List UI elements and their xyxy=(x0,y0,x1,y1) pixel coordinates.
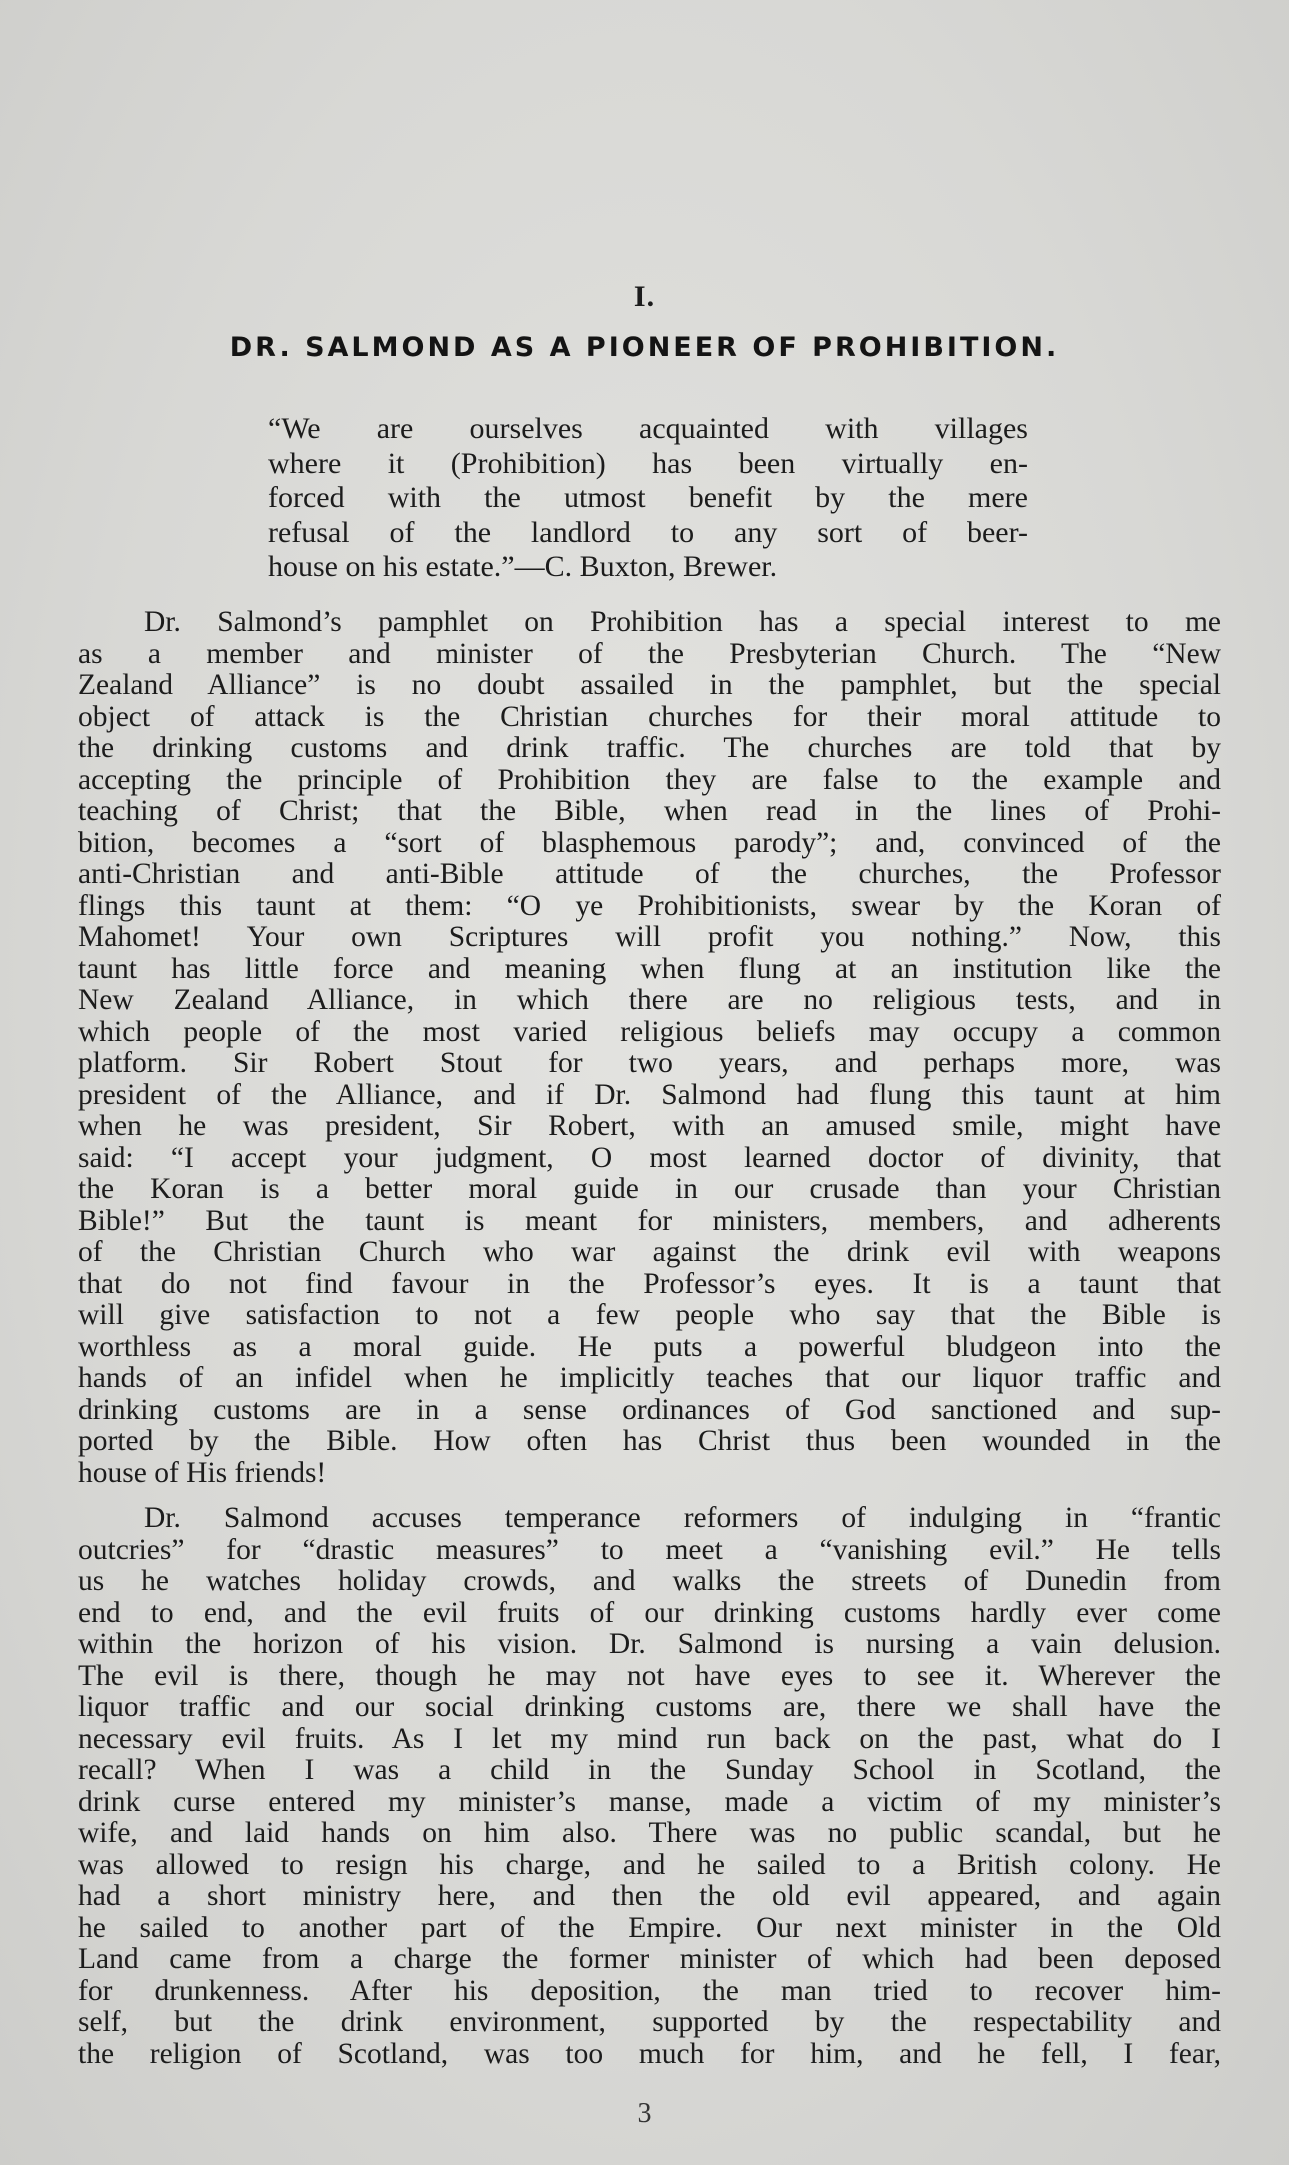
chapter-title: DR. SALMOND AS A PIONEER OF PROHIBITION. xyxy=(229,332,1060,363)
epigraph xyxy=(268,412,1028,585)
paragraph-line: self, but the drink environment, supported by the respectability and xyxy=(78,2006,1221,2038)
paragraph-line: Mahomet! Your own Scriptures will profit you nothing.” Now, this xyxy=(78,921,1221,953)
paragraph-line: Dr. Salmond’s pamphlet on Prohibition has a special interest to me xyxy=(144,606,1221,638)
epigraph-line: forced with the utmost benefit by the mere xyxy=(268,481,1028,514)
chapter-number: I. xyxy=(633,280,656,313)
paragraph-line: drinking customs are in a sense ordinances of God sanctioned and sup- xyxy=(78,1393,1221,1426)
paragraph-1 xyxy=(78,607,1221,1489)
paragraph-line: the religion of Scotland, was too much for him, and he fell, I fear, xyxy=(78,2037,1221,2070)
epigraph-line: refusal of the landlord to any sort of beer- xyxy=(268,515,1028,549)
paragraph-line: Dr. Salmond accuses temperance reformers of indulging in “frantic xyxy=(144,1502,1221,1534)
paragraph-line: recall? When I was a child in the Sunday School in Scotland, the xyxy=(78,1754,1221,1786)
paragraph-line: Zealand Alliance” is no doubt assailed in the pamphlet, but the special xyxy=(78,669,1221,701)
paragraph-line: said: “I accept your judgment, O most learned doctor of divinity, that xyxy=(78,1141,1221,1174)
paragraph-line: was allowed to resign his charge, and he sailed to a British colony. He xyxy=(78,1848,1221,1881)
page-number: 3 xyxy=(637,2098,652,2129)
paragraph-line: wife, and laid hands on him also. There was no public scandal, but he xyxy=(78,1817,1221,1849)
paragraph-line: house of His friends! xyxy=(78,1456,327,1489)
paragraph-line: end to end, and the evil fruits of our drinking customs hardly ever come xyxy=(78,1596,1221,1629)
paragraph-line: Land came from a charge the former minister of which had been deposed xyxy=(78,1943,1221,1975)
paragraph-line: Bible!” But the taunt is meant for ministers, members, and adherents xyxy=(78,1204,1221,1237)
paragraph-line: drink curse entered my minister’s manse, made a victim of my minister’s xyxy=(78,1785,1221,1818)
paragraph-line: will give satisfaction to not a few people who say that the Bible is xyxy=(78,1299,1221,1331)
paragraph-line: as a member and minister of the Presbyterian Church. The “New xyxy=(78,637,1221,670)
paragraph-line: accepting the principle of Prohibition they are false to the example and xyxy=(78,763,1221,796)
body-text xyxy=(78,607,1221,2070)
epigraph-line: house on his estate.”—C. Buxton, Brewer. xyxy=(268,550,778,583)
paragraph-line: outcries” for “drastic measures” to meet a “vanishing evil.” He tells xyxy=(78,1533,1221,1566)
paragraph-line: ported by the Bible. How often has Christ thus been wounded in the xyxy=(78,1425,1221,1457)
paragraph-line: hands of an infidel when he implicitly teaches that our liquor traffic and xyxy=(78,1362,1221,1394)
paragraph-line: that do not find favour in the Professor’s eyes. It is a taunt that xyxy=(78,1267,1221,1300)
paragraph-line: taunt has little force and meaning when flung at an institution like the xyxy=(78,952,1221,985)
paragraph-line: the Koran is a better moral guide in our crusade than your Christian xyxy=(78,1173,1221,1205)
paragraph-line: The evil is there, though he may not have eyes to see it. Wherever the xyxy=(78,1659,1221,1692)
epigraph-line: where it (Prohibition) has been virtually en- xyxy=(268,446,1028,480)
paragraph-line: within the horizon of his vision. Dr. Salmond is nursing a vain delusion. xyxy=(78,1628,1221,1660)
paragraph-line: us he watches holiday crowds, and walks the streets of Dunedin from xyxy=(78,1565,1221,1597)
paragraph-line: teaching of Christ; that the Bible, when read in the lines of Prohi- xyxy=(78,795,1221,827)
paragraph-line: he sailed to another part of the Empire. Our next minister in the Old xyxy=(78,1911,1221,1944)
paragraph-line: of the Christian Church who war against the drink evil with weapons xyxy=(78,1236,1221,1268)
paragraph-line: the drinking customs and drink traffic. The churches are told that by xyxy=(78,732,1221,764)
paragraph-line: liquor traffic and our social drinking customs are, there we shall have the xyxy=(78,1691,1221,1723)
paragraph-line: worthless as a moral guide. He puts a powerful bludgeon into the xyxy=(78,1330,1221,1363)
paragraph-line: which people of the most varied religious beliefs may occupy a common xyxy=(78,1015,1221,1048)
paragraph-line: necessary evil fruits. As I let my mind run back on the past, what do I xyxy=(78,1722,1221,1755)
epigraph-line: “We are ourselves acquainted with villages xyxy=(268,412,1028,445)
paragraph-line: platform. Sir Robert Stout for two years, and perhaps more, was xyxy=(78,1047,1221,1079)
paragraph-line: president of the Alliance, and if Dr. Salmond had flung this taunt at him xyxy=(78,1078,1221,1111)
paragraph-2 xyxy=(78,1503,1221,2070)
paragraph-line: when he was president, Sir Robert, with an amused smile, might have xyxy=(78,1110,1221,1142)
paragraph-line: for drunkenness. After his deposition, the man tried to recover him- xyxy=(78,1974,1221,2007)
paragraph-line: had a short ministry here, and then the old evil appeared, and again xyxy=(78,1880,1221,1912)
paragraph-line: flings this taunt at them: “O ye Prohibitionists, swear by the Koran of xyxy=(78,889,1221,922)
paragraph-line: New Zealand Alliance, in which there are no religious tests, and in xyxy=(78,984,1221,1016)
paragraph-line: object of attack is the Christian churches for their moral attitude to xyxy=(78,700,1221,733)
paragraph-line: anti-Christian and anti-Bible attitude of the churches, the Professor xyxy=(78,858,1221,890)
paragraph-line: bition, becomes a “sort of blasphemous parody”; and, convinced of the xyxy=(78,826,1221,859)
